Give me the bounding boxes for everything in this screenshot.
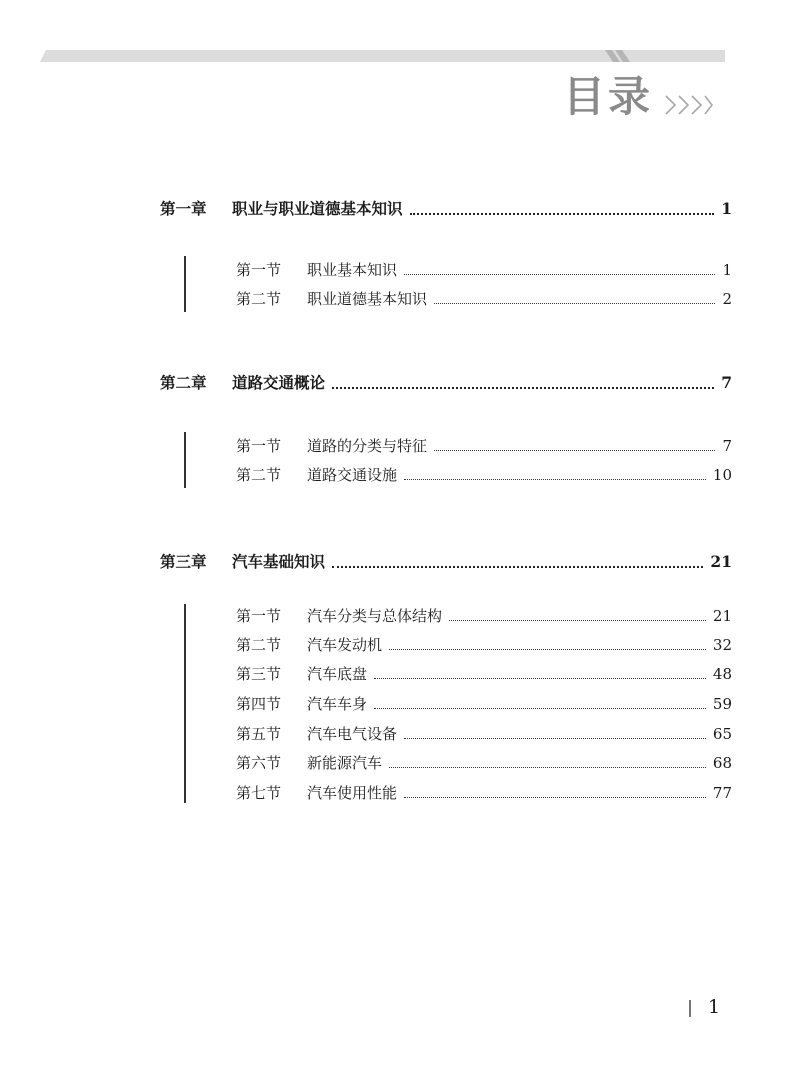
chapter-number: 第三章 [160, 552, 207, 571]
chapter-title: 职业与职业道德基本知识 [232, 199, 403, 218]
section-number: 第七节 [236, 784, 282, 802]
section-group-bar [184, 432, 186, 488]
section-number: 第一节 [236, 437, 282, 455]
chapter-number: 第一章 [160, 199, 207, 218]
toc-section-row[interactable] [236, 633, 732, 657]
dot-leader [389, 649, 706, 650]
dot-leader [374, 678, 706, 679]
section-page-number: 2 [722, 290, 732, 308]
section-page-number: 7 [722, 437, 732, 455]
toc-section-row[interactable] [236, 781, 732, 805]
toc-section-row[interactable] [236, 258, 732, 282]
toc-section-row[interactable] [236, 287, 732, 311]
section-title: 汽车底盘 [307, 665, 368, 683]
page-title: 目录 [562, 72, 653, 121]
section-number: 第二节 [236, 636, 282, 654]
dot-leader [404, 738, 706, 739]
section-number: 第六节 [236, 754, 282, 772]
dot-leader [404, 274, 715, 275]
section-number: 第二节 [236, 290, 282, 308]
toc-chapter-row[interactable] [160, 549, 732, 575]
dot-leader [332, 566, 703, 568]
section-title: 职业基本知识 [307, 261, 398, 279]
section-number: 第二节 [236, 466, 282, 484]
toc-section-row[interactable] [236, 722, 732, 746]
chapter-page-number: 1 [721, 199, 732, 218]
section-page-number: 1 [722, 261, 732, 279]
section-title: 新能源汽车 [307, 754, 383, 772]
chevron-right-icon [663, 94, 713, 116]
section-page-number: 32 [712, 636, 732, 654]
header-decorative-band [40, 50, 725, 64]
toc-section-row[interactable] [236, 463, 732, 487]
section-title: 汽车使用性能 [307, 784, 398, 802]
dot-leader [389, 767, 706, 768]
section-page-number: 48 [712, 665, 732, 683]
section-group [184, 432, 732, 488]
section-page-number: 59 [712, 695, 732, 713]
chapter-page-number: 7 [721, 373, 732, 392]
toc-chapter-row[interactable] [160, 370, 732, 396]
dot-leader [404, 797, 706, 798]
section-number: 第五节 [236, 725, 282, 743]
section-group-bar [184, 256, 186, 312]
chapter-number: 第二章 [160, 373, 207, 392]
chapter-page-number: 21 [710, 552, 732, 571]
section-group [184, 256, 732, 312]
section-group-bar [184, 604, 186, 803]
section-title: 汽车车身 [307, 695, 368, 713]
dot-leader [449, 620, 706, 621]
chapter-title: 汽车基础知识 [232, 552, 326, 571]
toc-section-row[interactable] [236, 751, 732, 775]
chapter-title: 道路交通概论 [232, 373, 326, 392]
section-title: 汽车分类与总体结构 [307, 607, 443, 625]
dot-leader [410, 213, 715, 215]
page-number-bar [689, 1000, 691, 1017]
section-page-number: 77 [712, 784, 732, 802]
section-title: 汽车电气设备 [307, 725, 398, 743]
page-number: 1 [708, 996, 721, 1018]
section-title: 职业道德基本知识 [307, 290, 428, 308]
toc-section-row[interactable] [236, 662, 732, 686]
section-number: 第四节 [236, 695, 282, 713]
section-title: 汽车发动机 [307, 636, 383, 654]
section-title: 道路交通设施 [307, 466, 398, 484]
section-title: 道路的分类与特征 [307, 437, 428, 455]
dot-leader [434, 303, 715, 304]
section-page-number: 10 [712, 466, 732, 484]
dot-leader [434, 450, 715, 451]
toc-section-row[interactable] [236, 692, 732, 716]
dot-leader [374, 708, 706, 709]
section-page-number: 68 [712, 754, 732, 772]
section-group [184, 604, 732, 803]
dot-leader [332, 387, 714, 389]
toc-section-row[interactable] [236, 604, 732, 628]
section-page-number: 65 [712, 725, 732, 743]
section-number: 第三节 [236, 665, 282, 683]
toc-section-row[interactable] [236, 434, 732, 458]
section-page-number: 21 [712, 607, 732, 625]
section-number: 第一节 [236, 607, 282, 625]
dot-leader [404, 479, 706, 480]
toc-chapter-row[interactable] [160, 196, 732, 222]
section-number: 第一节 [236, 261, 282, 279]
